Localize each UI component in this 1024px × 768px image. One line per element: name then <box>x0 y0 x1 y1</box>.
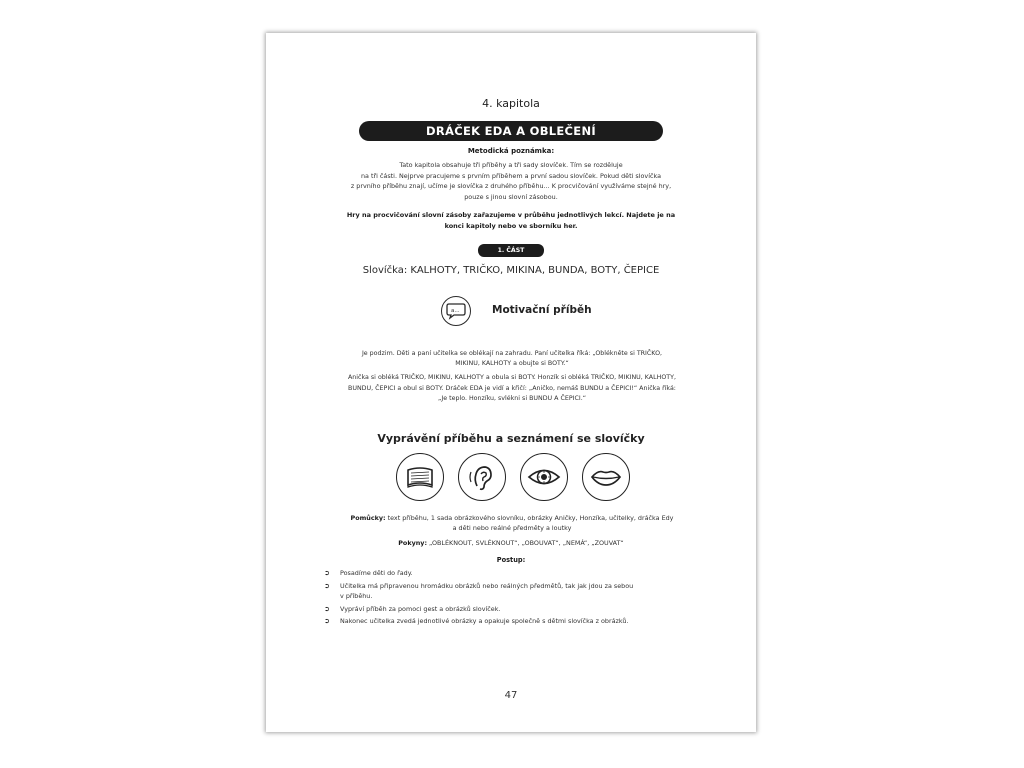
story-line: Je podzim. Děti a paní učitelka se oblékají na zahradu. Paní učitelka říká: „Oblékněte si TRIČKO, <box>361 350 663 357</box>
procedure-step-text: Učitelka má připravenou hromádku obrázků nebo reálných předmětů, tak jak jdou za sebou <box>340 581 634 590</box>
method-note-line: Tato kapitola obsahuje tři příběhy a tři sady slovíček. Tím se rozděluje <box>399 161 623 169</box>
chapter-title: DRÁČEK EDA A OBLEČENÍ <box>359 121 663 141</box>
story-text <box>326 349 698 408</box>
procedure-step <box>324 604 704 614</box>
procedure-step-text: Nakonec učitelka zvedá jednotlivé obrázky a opakuje společně s dětmi slovíčka z obrázků. <box>340 617 629 626</box>
procedure-step-text: Vypráví příběh za pomoci gest a obrázků slovíček. <box>340 604 501 613</box>
aids-value: text příběhu, 1 sada obrázkového slovníku, obrázky Aničky, Honzíka, učitelky, dráčka Edy <box>385 514 674 522</box>
arrow-bullet-icon: ➲ <box>324 617 330 626</box>
method-note-text <box>322 160 700 202</box>
lips-icon <box>582 453 630 501</box>
arrow-bullet-icon: ➲ <box>324 604 330 613</box>
page-number: 47 <box>504 690 518 701</box>
story-line: BUNDU, ČEPICI a obul si BOTY. Dráček EDA je vidí a křičí: „Aničko, nemáš BUNDU a ČEPICI!“ Anička říká: <box>348 384 676 392</box>
method-note-bold-line: Hry na procvičování slovní zásoby zařazujeme v průběhu jednotlivých lekcí. Najdete je na <box>346 211 676 219</box>
procedure-heading: Postup: <box>496 556 526 564</box>
eye-icon <box>520 453 568 501</box>
procedure-step <box>324 568 704 578</box>
procedure-list <box>324 568 704 629</box>
aids-value-line2: a děti nebo reálné předměty a loutky <box>452 524 572 533</box>
commands-label: Pokyny: <box>398 539 428 547</box>
ear-icon <box>458 453 506 501</box>
method-note-heading: Metodická poznámka: <box>467 147 555 155</box>
speech-bubble-text: a... <box>451 308 460 314</box>
procedure-step <box>324 616 704 626</box>
story-line: MIKINU, KALHOTY a obujte si BOTY.“ <box>455 360 569 368</box>
story-line: Anička si obléká TRIČKO, MIKINU, KALHOTY a obula si BOTY. Honzík si obléká TRIČKO, MIKINU, KALHOTY, <box>348 374 676 382</box>
method-note-bold <box>326 210 696 231</box>
commands-text <box>266 539 756 547</box>
speech-bubble-graphic <box>445 302 467 320</box>
aids-label: Pomůcky: <box>350 514 386 522</box>
vocabulary-line: Slovíčka: KALHOTY, TRIČKO, MIKINA, BUNDA, BOTY, ČEPICE <box>362 265 660 276</box>
method-note-line: na tři části. Nejprve pracujeme s prvním příběhem a první sadou slovíček. Pokud děti slovíčka <box>360 171 662 180</box>
chapter-label: 4. kapitola <box>482 97 540 110</box>
commands-value: „OBLÉKNOUT, SVLÉKNOUT“, „OBOUVAT“, „NEMÁ“, „ZOUVAT“ <box>427 539 624 547</box>
method-note-line: z prvního příběhu znají, učíme je slovíčka z druhého příběhu... K procvičování využíváme stejné hry, <box>350 182 672 190</box>
part-badge: 1. ČÁST <box>478 244 544 257</box>
story-title: Motivační příběh <box>492 304 592 316</box>
method-note-line: pouze s jinou slovní zásobou. <box>464 192 558 201</box>
procedure-step-text: Posadíme děti do řady. <box>340 569 413 577</box>
speech-bubble-icon <box>441 296 471 326</box>
method-note-bold-line: konci kapitoly nebo ve sborníku her. <box>444 221 578 230</box>
section-title: Vyprávění příběhu a seznámení se slovíčky <box>377 432 645 445</box>
arrow-bullet-icon: ➲ <box>324 581 330 590</box>
arrow-bullet-icon: ➲ <box>324 569 330 577</box>
document-page <box>266 33 756 732</box>
aids-text <box>326 513 698 533</box>
story-paragraph <box>326 349 698 369</box>
procedure-step-text: v příběhu. <box>340 591 373 600</box>
book-icon <box>396 453 444 501</box>
procedure-step <box>324 581 704 601</box>
story-paragraph <box>326 373 698 404</box>
story-line: „Je teplo. Honzíku, svlékni si BUNDU A ČEPICI.“ <box>437 394 587 402</box>
